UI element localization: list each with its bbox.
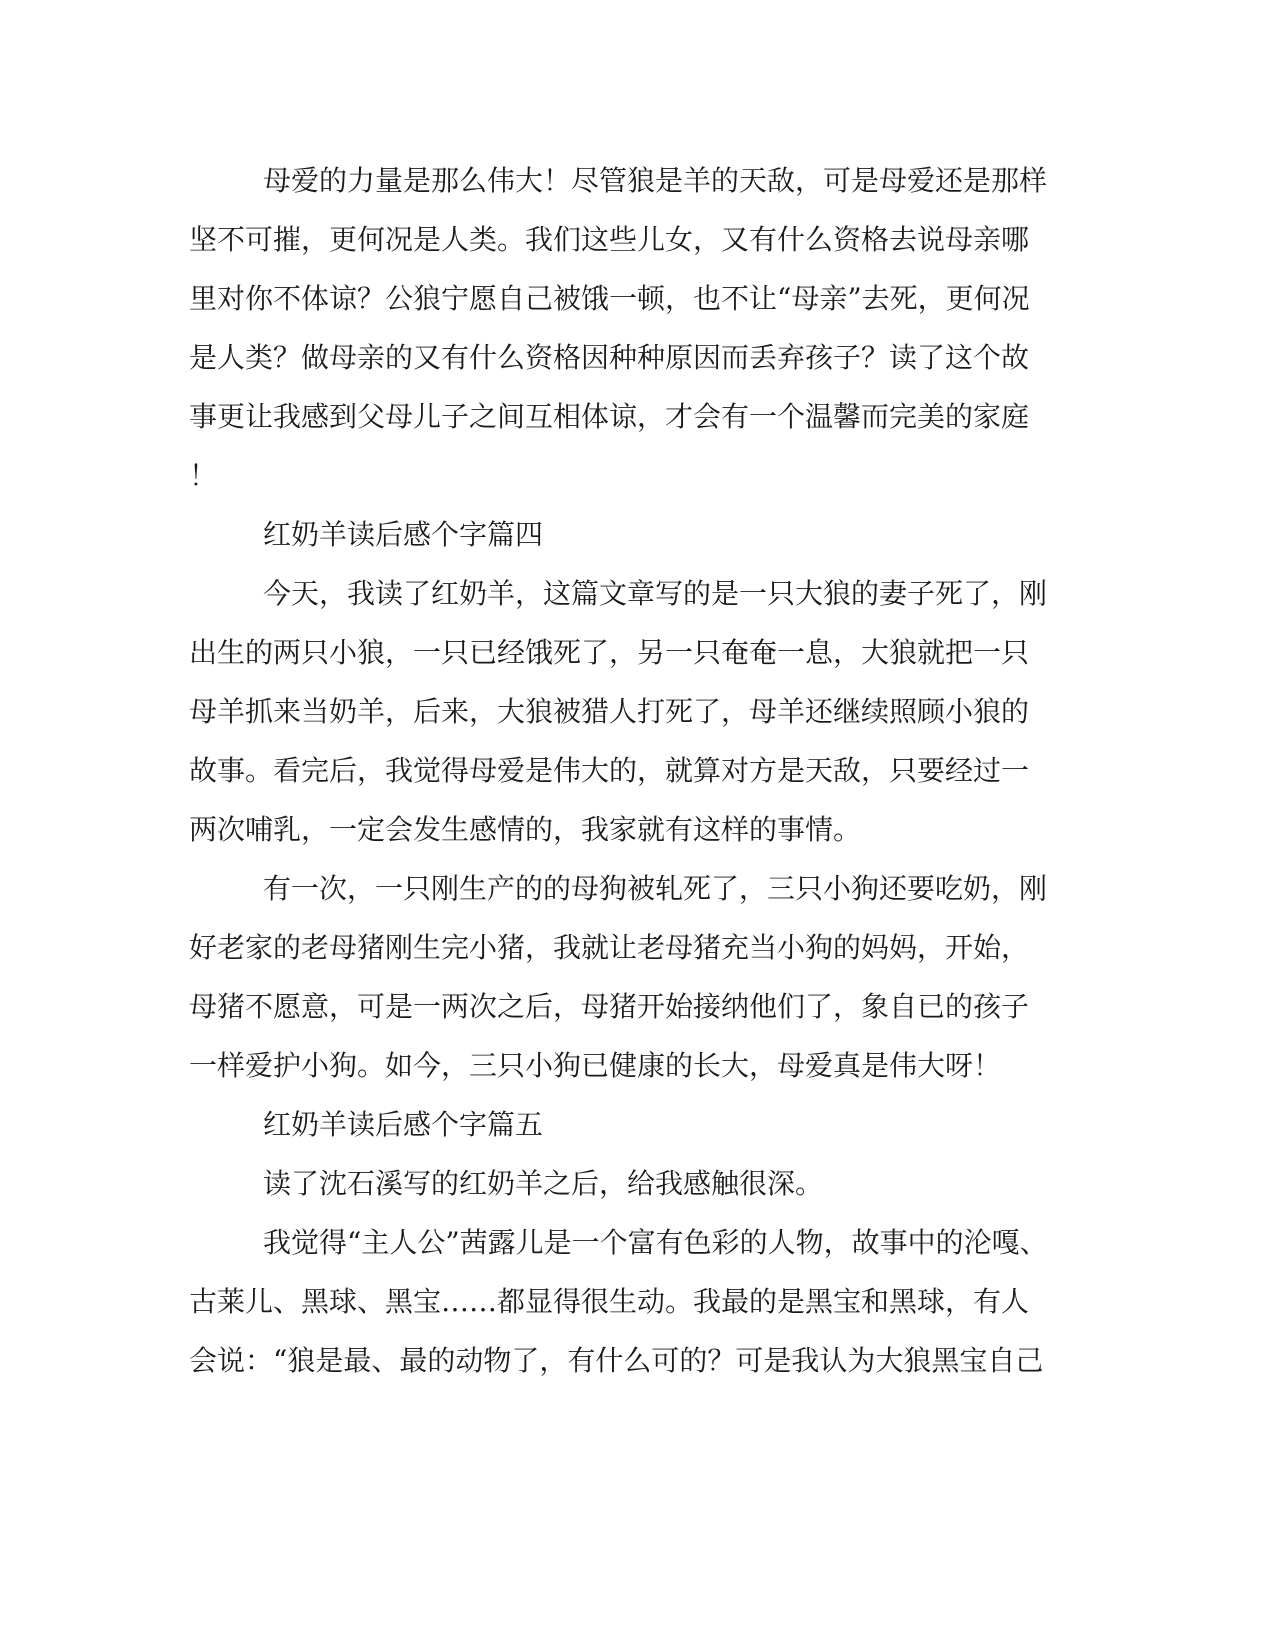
paragraph-1-line-5: 事更让我感到父母儿子之间互相体谅，才会有一个温馨而完美的家庭 xyxy=(189,400,1030,433)
text-line xyxy=(0,928,1275,968)
paragraph-3-line-2: 好老家的老母猪刚生完小猪，我就让老母猪充当小狗的妈妈，开始， xyxy=(189,931,1030,964)
text-line xyxy=(0,1282,1275,1322)
paragraph-4-line-1: 读了沈石溪写的红奶羊之后，给我感触很深。 xyxy=(263,1167,824,1200)
section-heading-4-text: 红奶羊读后感个字篇四 xyxy=(263,518,544,551)
text-line xyxy=(0,633,1275,673)
text-line xyxy=(0,692,1275,732)
paragraph-3-line-1: 有一次，一只刚生产的的母狗被轧死了，三只小狗还要吃奶，刚 xyxy=(263,872,1048,905)
paragraph-1-line-2: 坚不可摧，更何况是人类。我们这些儿女，又有什么资格去说母亲哪 xyxy=(189,223,1030,256)
paragraph-2-line-4: 故事。看完后，我觉得母爱是伟大的，就算对方是天敌，只要经过一 xyxy=(189,754,1030,787)
section-heading-4 xyxy=(0,515,1275,555)
text-line xyxy=(0,751,1275,791)
text-line xyxy=(0,987,1275,1027)
paragraph-1-line-4: 是人类？做母亲的又有什么资格因种种原因而丢弃孩子？读了这个故 xyxy=(189,341,1030,374)
paragraph-5-line-1: 我觉得“主人公”茜露儿是一个富有色彩的人物，故事中的沦嘎、 xyxy=(263,1226,1048,1259)
paragraph-3-line-4: 一样爱护小狗。如今，三只小狗已健康的长大，母爱真是伟大呀！ xyxy=(189,1049,1002,1082)
text-line xyxy=(0,869,1275,909)
text-line xyxy=(0,810,1275,850)
text-line xyxy=(0,1223,1275,1263)
paragraph-1-line-6: ！ xyxy=(189,459,218,492)
paragraph-2-line-5: 两次哺乳，一定会发生感情的，我家就有这样的事情。 xyxy=(189,813,862,846)
paragraph-2-line-2: 出生的两只小狼，一只已经饿死了，另一只奄奄一息，大狼就把一只 xyxy=(189,636,1030,669)
text-line xyxy=(0,397,1275,437)
text-line xyxy=(0,456,1275,496)
text-line xyxy=(0,338,1275,378)
text-line xyxy=(0,220,1275,260)
section-heading-5-text: 红奶羊读后感个字篇五 xyxy=(263,1108,544,1141)
paragraph-1-line-1: 母爱的力量是那么伟大！尽管狼是羊的天敌，可是母爱还是那样 xyxy=(263,164,1048,197)
paragraph-1-line-3: 里对你不体谅？公狼宁愿自己被饿一顿，也不让“母亲”去死，更何况 xyxy=(189,282,1030,315)
text-line xyxy=(0,574,1275,614)
paragraph-2-line-3: 母羊抓来当奶羊，后来，大狼被猎人打死了，母羊还继续照顾小狼的 xyxy=(189,695,1030,728)
text-line xyxy=(0,1164,1275,1204)
text-line xyxy=(0,1341,1275,1381)
text-line xyxy=(0,279,1275,319)
text-line xyxy=(0,161,1275,201)
text-line xyxy=(0,1046,1275,1086)
paragraph-5-line-2: 古莱儿、黑球、黑宝……都显得很生动。我最的是黑宝和黑球，有人 xyxy=(189,1285,1030,1318)
paragraph-2-line-1: 今天，我读了红奶羊，这篇文章写的是一只大狼的妻子死了，刚 xyxy=(263,577,1048,610)
section-heading-5 xyxy=(0,1105,1275,1145)
paragraph-3-line-3: 母猪不愿意，可是一两次之后，母猪开始接纳他们了，象自已的孩子 xyxy=(189,990,1030,1023)
paragraph-5-line-3: 会说：“狼是最、最的动物了，有什么可的？可是我认为大狼黑宝自己 xyxy=(189,1344,1044,1377)
